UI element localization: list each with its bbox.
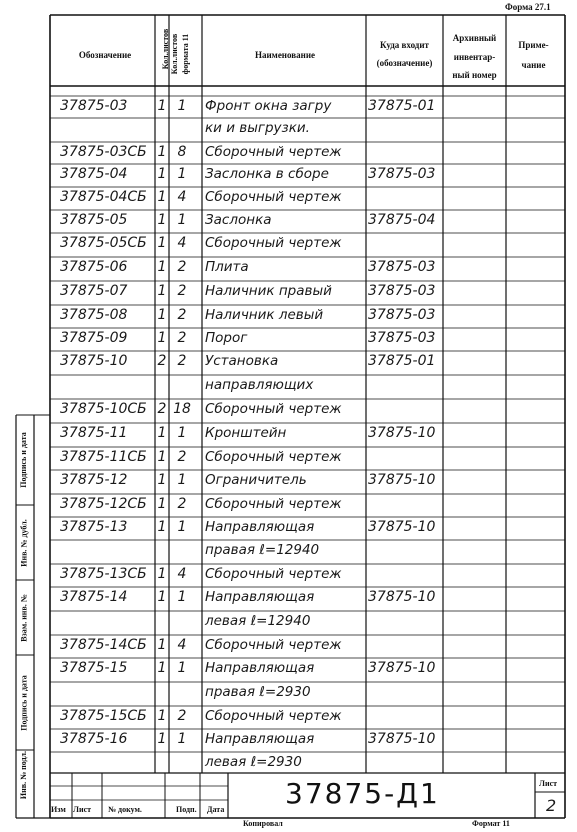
cell-name: Установка xyxy=(205,353,279,369)
cell-sheets-format: 2 xyxy=(177,496,187,512)
cell-name: Направляющая xyxy=(205,731,315,747)
header-sheets-format: Кол.листов формата 11 xyxy=(170,33,190,75)
cell-where-used: 37875-10 xyxy=(368,589,436,605)
cell-sheets-format: 2 xyxy=(177,307,187,323)
cell-sheet-count: 1 xyxy=(157,731,167,747)
cell-name: левая ℓ=12940 xyxy=(205,613,311,629)
cell-sheet-count: 1 xyxy=(157,496,167,512)
cell-where-used: 37875-10 xyxy=(368,519,436,535)
cell-designation: 37875-14СБ xyxy=(60,637,147,653)
cell-name: Ограничитель xyxy=(205,472,307,488)
cell-designation: 37875-08 xyxy=(60,307,128,323)
format-label: Формат 11 xyxy=(472,819,510,828)
footer-col-change: Изм xyxy=(51,805,66,814)
cell-where-used: 37875-01 xyxy=(368,98,436,114)
cell-sheets-format: 2 xyxy=(177,353,187,369)
cell-sheet-count: 1 xyxy=(157,566,167,582)
cell-name: Сборочный чертеж xyxy=(205,449,342,465)
header-designation: Обозначение xyxy=(78,50,132,60)
cell-designation: 37875-13СБ xyxy=(60,566,147,582)
cell-name: Фронт окна загру xyxy=(205,98,332,114)
cell-name: Заслонка в сборе xyxy=(205,166,329,182)
cell-sheets-format: 2 xyxy=(177,449,187,465)
cell-name: Сборочный чертеж xyxy=(205,401,342,417)
cell-sheets-format: 1 xyxy=(177,425,187,441)
cell-name: Направляющая xyxy=(205,519,315,535)
side-label-inv-original: Инв. № подл. xyxy=(19,750,28,800)
cell-name: Сборочный чертеж xyxy=(205,708,342,724)
cell-designation: 37875-05СБ xyxy=(60,235,147,251)
cell-sheets-format: 4 xyxy=(177,189,187,205)
cell-where-used: 37875-03 xyxy=(368,307,436,323)
cell-designation: 37875-04 xyxy=(60,166,128,182)
side-label-sign-date-2: Подпись и дата xyxy=(19,432,28,488)
cell-name: Сборочный чертеж xyxy=(205,496,342,512)
cell-designation: 37875-13 xyxy=(60,519,128,535)
cell-sheet-count: 1 xyxy=(157,589,167,605)
footer-col-sheet: Лист xyxy=(73,805,92,814)
cell-name: правая ℓ=2930 xyxy=(205,684,311,700)
cell-name: правая ℓ=12940 xyxy=(205,542,320,558)
cell-designation: 37875-12 xyxy=(60,472,128,488)
side-label-replaced-inv: Взам. инв. № xyxy=(19,593,28,642)
cell-name: Сборочный чертеж xyxy=(205,637,342,653)
cell-name: направляющих xyxy=(205,377,314,393)
cell-where-used: 37875-10 xyxy=(368,425,436,441)
cell-where-used: 37875-10 xyxy=(368,660,436,676)
cell-where-used: 37875-10 xyxy=(368,731,436,747)
cell-sheet-count: 1 xyxy=(157,283,167,299)
cell-name: ки и выгрузки. xyxy=(205,120,310,136)
cell-sheet-count: 1 xyxy=(157,660,167,676)
header-where-2: (обозначение) xyxy=(376,58,433,68)
cell-sheet-count: 1 xyxy=(157,637,167,653)
cell-name: Заслонка xyxy=(205,212,272,228)
cell-sheets-format: 8 xyxy=(177,144,187,160)
cell-name: левая ℓ=2930 xyxy=(205,754,302,770)
header-archive-3: ный номер xyxy=(452,70,497,80)
cell-where-used: 37875-03 xyxy=(368,283,436,299)
footer-col-date: Дата xyxy=(207,805,225,814)
cell-sheet-count: 1 xyxy=(157,330,167,346)
side-label-sign-date-1: Подпись и дата xyxy=(19,674,28,731)
cell-designation: 37875-11 xyxy=(60,425,128,441)
cell-sheet-count: 1 xyxy=(157,235,167,251)
header-archive-2: инвентар- xyxy=(453,52,496,62)
cell-sheet-count: 1 xyxy=(157,519,167,535)
cell-designation: 37875-04СБ xyxy=(60,189,147,205)
copied-label: Копировал xyxy=(243,819,283,828)
cell-where-used: 37875-04 xyxy=(368,212,436,228)
cell-sheets-format: 1 xyxy=(177,660,187,676)
cell-sheet-count: 1 xyxy=(157,259,167,275)
cell-name: Сборочный чертеж xyxy=(205,235,342,251)
cell-sheet-count: 1 xyxy=(157,98,167,114)
cell-name: Плита xyxy=(205,259,249,275)
cell-sheet-count: 1 xyxy=(157,212,167,228)
cell-sheets-format: 1 xyxy=(177,166,187,182)
footer-col-sign: Подп. xyxy=(176,805,197,814)
cell-designation: 37875-12СБ xyxy=(60,496,147,512)
cell-sheet-count: 1 xyxy=(157,144,167,160)
cell-sheets-format: 1 xyxy=(177,212,187,228)
cell-name: Порог xyxy=(205,330,248,346)
cell-designation: 37875-15СБ xyxy=(60,708,147,724)
document-number: 37875-Д1 xyxy=(285,777,440,810)
cell-sheets-format: 1 xyxy=(177,98,187,114)
cell-sheets-format: 2 xyxy=(177,708,187,724)
sheet-label: Лист xyxy=(539,779,558,788)
cell-sheet-count: 1 xyxy=(157,449,167,465)
cell-sheet-count: 1 xyxy=(157,189,167,205)
cell-sheets-format: 4 xyxy=(177,637,187,653)
cell-name: Наличник левый xyxy=(205,307,324,323)
cell-designation: 37875-10СБ xyxy=(60,401,147,417)
cell-designation: 37875-03СБ xyxy=(60,144,147,160)
cell-sheet-count: 1 xyxy=(157,472,167,488)
cell-designation: 37875-14 xyxy=(60,589,128,605)
cell-name: Наличник правый xyxy=(205,283,332,299)
cell-name: Сборочный чертеж xyxy=(205,566,342,582)
header-where-1: Куда входит xyxy=(380,40,429,50)
footer-col-docnum: № докум. xyxy=(108,805,142,814)
cell-designation: 37875-07 xyxy=(60,283,128,299)
cell-sheet-count: 1 xyxy=(157,708,167,724)
cell-designation: 37875-10 xyxy=(60,353,128,369)
cell-sheet-count: 2 xyxy=(157,401,167,417)
cell-designation: 37875-09 xyxy=(60,330,128,346)
side-label-inv-duplicate: Инв. № дубл. xyxy=(19,518,28,567)
header-notes-2: чание xyxy=(521,60,546,70)
cell-sheets-format: 2 xyxy=(177,259,187,275)
cell-sheets-format: 2 xyxy=(177,330,187,346)
cell-designation: 37875-15 xyxy=(60,660,128,676)
header-name: Наименование xyxy=(255,50,315,60)
cell-sheets-format: 1 xyxy=(177,472,187,488)
cell-name: Направляющая xyxy=(205,660,315,676)
cell-designation: 37875-11СБ xyxy=(60,449,147,465)
header-sheet-count: Кол.листов xyxy=(161,28,170,70)
cell-sheets-format: 1 xyxy=(177,589,187,605)
header-archive-1: Архивный xyxy=(452,33,497,43)
cell-sheet-count: 1 xyxy=(157,307,167,323)
cell-sheets-format: 4 xyxy=(177,235,187,251)
cell-sheets-format: 4 xyxy=(177,566,187,582)
cell-designation: 37875-06 xyxy=(60,259,128,275)
cell-designation: 37875-05 xyxy=(60,212,128,228)
cell-sheets-format: 18 xyxy=(173,401,191,417)
cell-designation: 37875-03 xyxy=(60,98,128,114)
cell-sheets-format: 1 xyxy=(177,519,187,535)
sheet-number: 2 xyxy=(546,796,557,815)
cell-where-used: 37875-01 xyxy=(368,353,436,369)
cell-where-used: 37875-10 xyxy=(368,472,436,488)
cell-sheet-count: 2 xyxy=(157,353,167,369)
cell-name: Сборочный чертеж xyxy=(205,189,342,205)
cell-name: Направляющая xyxy=(205,589,315,605)
cell-where-used: 37875-03 xyxy=(368,166,436,182)
header-notes-1: Приме- xyxy=(518,40,549,50)
cell-sheets-format: 2 xyxy=(177,283,187,299)
cell-designation: 37875-16 xyxy=(60,731,128,747)
cell-sheet-count: 1 xyxy=(157,166,167,182)
form-label: Форма 27.1 xyxy=(505,2,551,12)
cell-sheet-count: 1 xyxy=(157,425,167,441)
cell-sheets-format: 1 xyxy=(177,731,187,747)
cell-name: Кронштейн xyxy=(205,425,287,441)
cell-where-used: 37875-03 xyxy=(368,330,436,346)
cell-name: Сборочный чертеж xyxy=(205,144,342,160)
cell-where-used: 37875-03 xyxy=(368,259,436,275)
